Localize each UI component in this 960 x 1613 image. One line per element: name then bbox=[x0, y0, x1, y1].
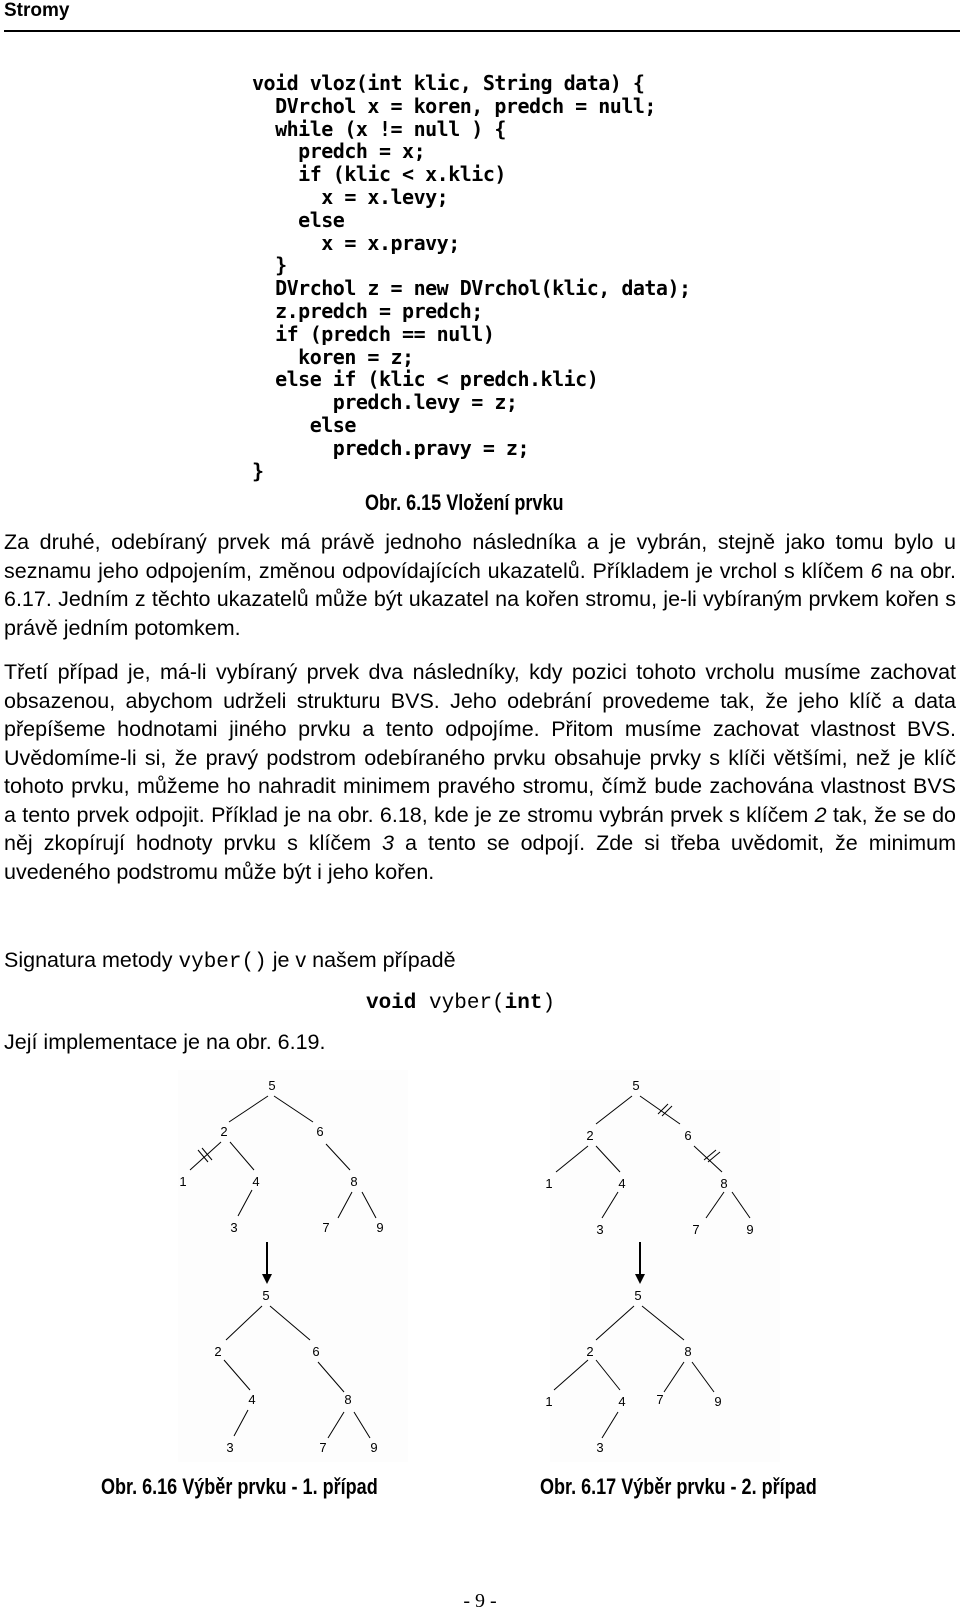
node-label: 2 bbox=[214, 1344, 222, 1359]
figure-caption-6-16: Obr. 6.16 Výběr prvku - 1. případ bbox=[101, 1474, 378, 1499]
node-label: 9 bbox=[746, 1222, 754, 1237]
code-line: predch.levy = z; bbox=[252, 390, 518, 415]
node-label: 2 bbox=[586, 1344, 594, 1359]
paragraph-third-case: Třetí případ je, má-li vybíraný prvek dva následníky, kdy pozici tohoto vrcholu musíme zachovat obsazenou, abychom udrželi strukturu BVS. Jeho odebrání provedeme tak, že jeho klíč a data přepíšeme hodnotami jiného prvku a tento odpojíme. Přitom musíme zachovat vlastnost BVS. Uvědomíme-li si, že pravý podstrom odebíraného prvku obsahuje prvky s klíči většími, než je klíč tohoto prvku, můžeme ho nahradit minimem pravého stromu, čímž bude zachována vlastnost BVS a tento prvek odpojit. Příklad je na obr. 6.18, kde je ze stromu vybrán prvek s klíčem 2 tak, že se do něj zkopírují hodnoty prvku s klíčem 3 a tento se odpojí. Zde si třeba uvědomit, že minimum uvedeného podstromu může být i jeho kořen. bbox=[4, 660, 956, 884]
node-label: 2 bbox=[586, 1128, 594, 1143]
node-label: 4 bbox=[248, 1392, 256, 1407]
node-label: 1 bbox=[545, 1394, 553, 1409]
code-listing bbox=[252, 72, 691, 482]
figure-caption-6-17: Obr. 6.17 Výběr prvku - 2. případ bbox=[540, 1474, 817, 1499]
node-label: 3 bbox=[230, 1220, 238, 1235]
code-line: DVrchol x = koren, predch = null; bbox=[252, 93, 656, 118]
method-name: vyber() bbox=[178, 951, 267, 974]
key-3: 3 bbox=[382, 831, 395, 855]
node-label: 3 bbox=[596, 1440, 604, 1455]
code-line: else bbox=[252, 412, 356, 437]
node-label: 4 bbox=[618, 1394, 626, 1409]
key-6: 6 bbox=[870, 558, 883, 583]
figure-background bbox=[550, 1070, 780, 1462]
node-label: 5 bbox=[268, 1078, 276, 1093]
method-signature: void vyber(int) bbox=[366, 992, 556, 1015]
code-line: } bbox=[252, 458, 264, 483]
node-label: 6 bbox=[684, 1128, 692, 1143]
node-label: 8 bbox=[684, 1344, 692, 1359]
node-label: 9 bbox=[714, 1394, 722, 1409]
code-line: x = x.pravy; bbox=[252, 230, 460, 255]
code-line: predch.pravy = z; bbox=[252, 435, 529, 460]
figure-6-17-trees bbox=[545, 1070, 780, 1462]
node-label: 5 bbox=[632, 1078, 640, 1093]
node-label: 8 bbox=[720, 1176, 728, 1191]
header-title: Stromy bbox=[4, 0, 70, 21]
node-label: 2 bbox=[220, 1124, 228, 1139]
node-label: 5 bbox=[262, 1288, 270, 1303]
code-line: koren = z; bbox=[252, 344, 414, 369]
node-label: 8 bbox=[350, 1174, 358, 1189]
signature-intro: Signatura metody vyber() je v našem případě bbox=[4, 948, 456, 974]
page-header bbox=[4, 0, 960, 32]
page-number: - 9 - bbox=[463, 1590, 497, 1612]
key-2: 2 bbox=[814, 802, 827, 827]
node-label: 1 bbox=[179, 1174, 187, 1189]
code-line: if (klic < x.klic) bbox=[252, 162, 506, 187]
node-label: 7 bbox=[692, 1222, 700, 1237]
code-line: } bbox=[252, 253, 287, 278]
node-label: 4 bbox=[618, 1176, 626, 1191]
figure-caption-6-15: Obr. 6.15 Vložení prvku bbox=[365, 490, 564, 515]
node-label: 6 bbox=[312, 1344, 320, 1359]
node-label: 7 bbox=[322, 1220, 330, 1235]
code-line: void vloz(int klic, String data) { bbox=[252, 71, 645, 95]
node-label: 9 bbox=[376, 1220, 384, 1235]
code-line: else bbox=[252, 207, 345, 232]
node-label: 3 bbox=[226, 1440, 234, 1455]
code-line: DVrchol z = new DVrchol(klic, data); bbox=[252, 276, 691, 301]
node-label: 3 bbox=[596, 1222, 604, 1237]
node-label: 5 bbox=[634, 1288, 642, 1303]
node-label: 9 bbox=[370, 1440, 378, 1455]
code-line: z.predch = predch; bbox=[252, 298, 483, 323]
code-line: predch = x; bbox=[252, 139, 426, 164]
node-label: 6 bbox=[316, 1124, 324, 1139]
node-label: 7 bbox=[319, 1440, 327, 1455]
code-line: if (predch == null) bbox=[252, 321, 495, 346]
implementation-note: Její implementace je na obr. 6.19. bbox=[4, 1030, 326, 1054]
node-label: 7 bbox=[656, 1392, 664, 1407]
node-label: 1 bbox=[545, 1176, 553, 1191]
node-label: 4 bbox=[252, 1174, 260, 1189]
code-line: x = x.levy; bbox=[252, 184, 449, 209]
node-label: 8 bbox=[344, 1392, 352, 1407]
code-line: else if (klic < predch.klic) bbox=[252, 367, 599, 392]
figure-6-16-trees bbox=[178, 1070, 408, 1462]
code-line: while (x != null ) { bbox=[252, 116, 506, 141]
paragraph-second-case: Za druhé, odebíraný prvek má právě jednoho následníka a je vybrán, stejně jako tomu bylo u seznamu jeho odpojením, změnou odpovídajících ukazatelů. Příkladem je vrchol s klíčem 6 na obr. 6.17. Jedním z těchto ukazatelů může být ukazatel na kořen stromu, je-li vybíraným prvkem kořen s právě jedním potomkem. bbox=[4, 530, 956, 640]
figure-background bbox=[178, 1070, 408, 1462]
